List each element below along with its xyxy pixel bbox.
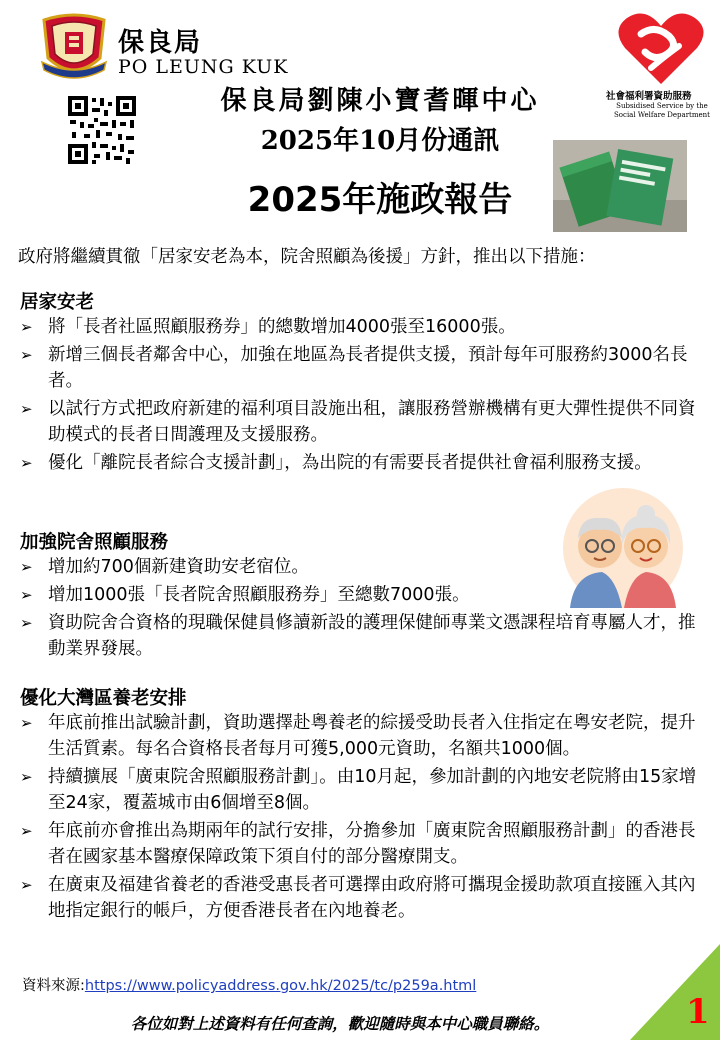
section-list-greater-bay-area (18, 710, 708, 926)
footer-note: 各位如對上述資料有任何查詢，歡迎隨時與本中心職員聯絡。 (130, 1015, 550, 1033)
bullet-arrow-icon: ➢ (20, 876, 33, 894)
list-item (18, 764, 708, 816)
source-label: 資料來源: (22, 978, 85, 994)
bullet-arrow-icon: ➢ (20, 400, 33, 418)
list-item-text: 資助院舍合資格的現職保健員修讀新設的護理保健師專業文憑課程培育專屬人才，推動業界發展。 (48, 613, 696, 659)
swd-heart-logo-icon (615, 10, 707, 88)
bullet-arrow-icon: ➢ (20, 586, 33, 604)
bullet-arrow-icon: ➢ (20, 346, 33, 364)
bullet-arrow-icon: ➢ (20, 822, 33, 840)
org-name-cn: 保良局 (118, 28, 203, 58)
list-item-text: 新增三個長者鄰舍中心，加強在地區為長者提供支援，預計每年可服務約3000名長者。 (48, 345, 688, 391)
source-link[interactable]: https://www.policyaddress.gov.hk/2025/tc/p259a.html (84, 978, 477, 994)
page-number: 1 (686, 992, 710, 1032)
source-line (22, 974, 476, 995)
section-list-home-care (18, 314, 708, 478)
section-title-residential-care: 加強院舍照顧服務 (20, 532, 169, 553)
list-item (18, 554, 708, 580)
list-item (18, 818, 708, 870)
bullet-arrow-icon: ➢ (20, 714, 33, 732)
list-item (18, 872, 708, 924)
centre-name: 保良局劉陳小寶耆暉中心 (220, 86, 540, 116)
list-item-text: 將「長者社區照顧服務券」的總數增加4000張至16000張。 (48, 317, 516, 337)
list-item-text: 年底前亦會推出為期兩年的試行安排，分擔參加「廣東院舍照顧服務計劃」的香港長者在國家基本醫療保障政策下須自付的部分醫療開支。 (48, 821, 696, 867)
list-item (18, 396, 708, 448)
list-item (18, 314, 708, 340)
newsletter-title: 2025年10月份通訊 (260, 126, 500, 156)
page-title: 2025年施政報告 (247, 180, 513, 220)
qr-code-icon[interactable] (66, 94, 138, 166)
bullet-arrow-icon: ➢ (20, 558, 33, 576)
list-item (18, 450, 708, 476)
intro-text: 政府將繼續貫徹「居家安老為本，院舍照顧為後援」方針，推出以下措施： (18, 247, 596, 267)
list-item-text: 在廣東及福建省養老的香港受惠長者可選擇由政府將可攜現金援助款項直接匯入其內地指定銀行的帳戶，方便香港長者在內地養老。 (48, 875, 696, 921)
section-list-residential-care (18, 554, 708, 664)
bullet-arrow-icon: ➢ (20, 768, 33, 786)
section-title-greater-bay-area: 優化大灣區養老安排 (20, 688, 187, 709)
list-item-text: 增加1000張「長者院舍照顧服務券」至總數7000張。 (48, 585, 470, 605)
org-name-en: PO LEUNG KUK (118, 56, 289, 78)
bullet-arrow-icon: ➢ (20, 614, 33, 632)
list-item-text: 年底前推出試驗計劃，資助選擇赴粵養老的綜援受助長者入住指定在粵安老院，提升生活質素。每名合資格長者每月可獲5,000元資助，名額共1000個。 (48, 713, 696, 759)
section-title-home-care: 居家安老 (20, 292, 95, 313)
bullet-arrow-icon: ➢ (20, 454, 33, 472)
swd-name-cn: 社會福利署資助服務 (606, 91, 692, 102)
swd-name-en: Subsidised Service by the Social Welfare Department (614, 102, 710, 119)
list-item (18, 710, 708, 762)
list-item-text: 優化「離院長者綜合支援計劃」，為出院的有需要長者提供社會福利服務支援。 (48, 453, 652, 473)
list-item (18, 342, 708, 394)
policy-report-photo (553, 140, 687, 232)
list-item (18, 610, 708, 662)
list-item-text: 增加約700個新建資助安老宿位。 (48, 557, 309, 577)
list-item-text: 以試行方式把政府新建的福利項目設施出租，讓服務營辦機構有更大彈性提供不同資助模式的長者日間護理及支援服務。 (48, 399, 696, 445)
bullet-arrow-icon: ➢ (20, 318, 33, 336)
list-item-text: 持續擴展「廣東院舍照顧服務計劃」。由10月起，參加計劃的內地安老院將由15家增至24家，覆蓋城市由6個增至8個。 (48, 767, 697, 813)
po-leung-kuk-crest-icon (38, 12, 110, 82)
list-item (18, 582, 708, 608)
